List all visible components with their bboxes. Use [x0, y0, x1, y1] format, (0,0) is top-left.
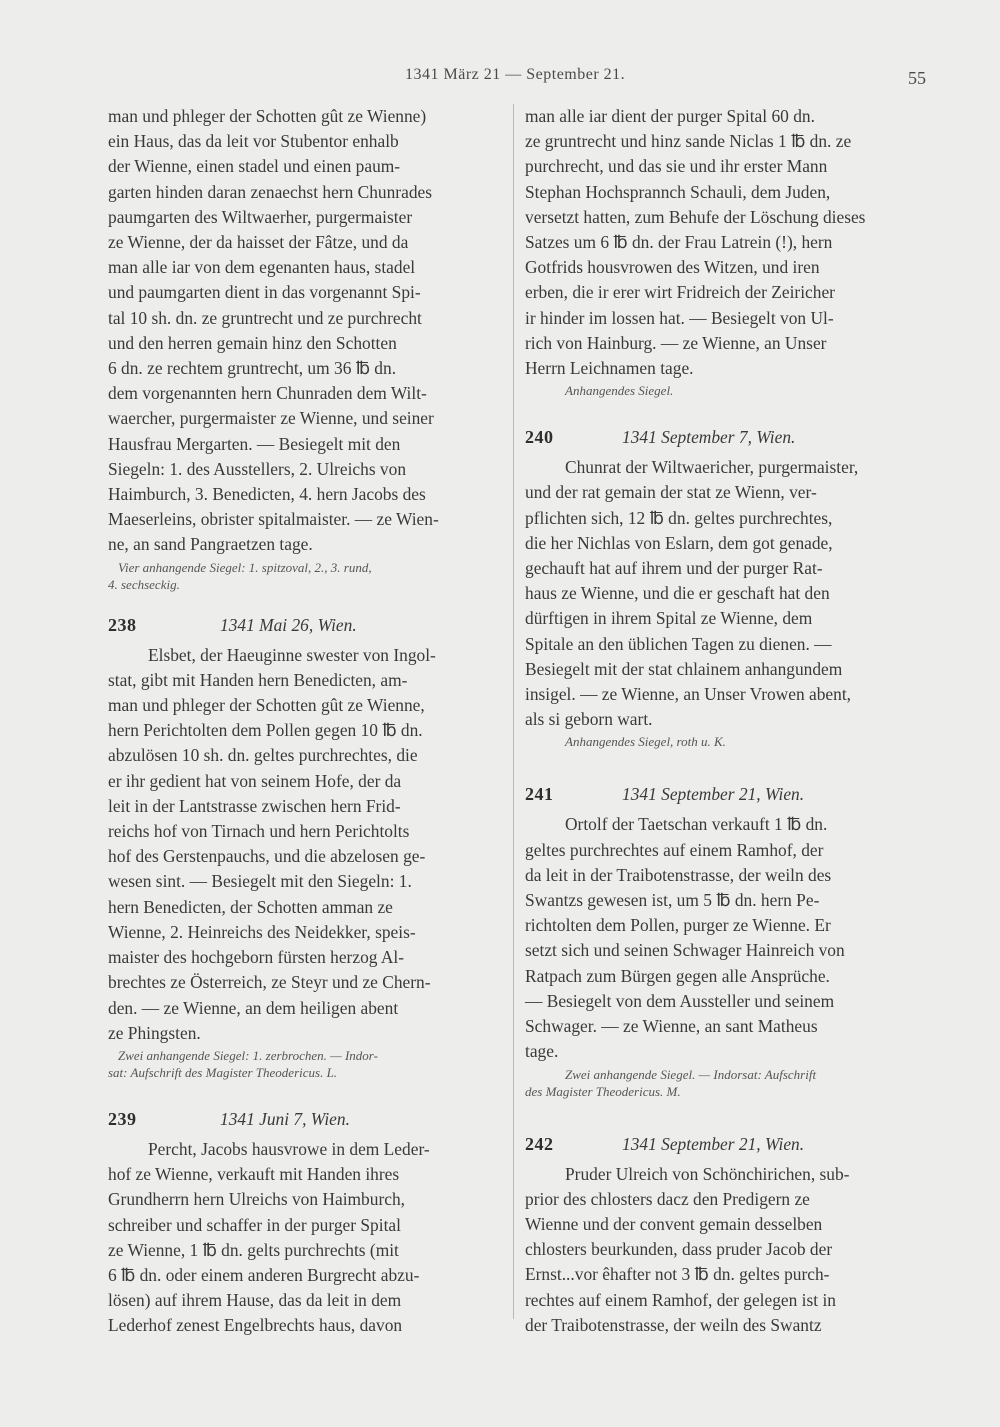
entry-number: 239	[108, 1108, 137, 1129]
text-line: Stephan Hochsprannch Schauli, dem Juden,	[525, 181, 831, 202]
text-line: Maeserleins, obrister spitalmaister. — ze Wien-	[108, 509, 439, 530]
text-line: reichs hof von Tirnach und hern Perichtolts	[108, 821, 410, 842]
text-line: hern Benedicten, der Schotten amman ze	[108, 896, 393, 917]
column-divider	[513, 104, 514, 1319]
entry-238-note	[108, 1047, 506, 1081]
text-line: Zwei anhangende Siegel: 1. zerbrochen. — Indor-	[118, 1047, 378, 1063]
text-line: Percht, Jacobs hausvrowe in dem Leder-	[148, 1138, 430, 1159]
entry-number: 240	[525, 427, 554, 448]
text-line: da leit in der Traibotenstrasse, der weiln des	[525, 864, 832, 885]
text-line: ne, an sand Pangraetzen tage.	[108, 534, 313, 555]
text-line: ze Phingsten.	[108, 1022, 201, 1043]
text-line: abzulösen 10 sh. dn. geltes purchrechtes, die	[108, 745, 418, 766]
running-head	[0, 66, 1000, 90]
text-line: purchrecht, und das sie und ihr erster Mann	[525, 156, 828, 177]
entry-238-text	[108, 643, 506, 1046]
text-line: Swantzs gewesen ist, um 5 ℔ dn. hern Pe-	[525, 890, 820, 911]
text-line: und der rat gemain der stat ze Wienn, ver-	[525, 482, 817, 503]
seal-note	[108, 559, 506, 593]
text-line: Gotfrids housvrowen des Witzen, und iren	[525, 257, 820, 278]
text-line: hof des Gerstenpauchs, und die abzelosen ge-	[108, 846, 426, 867]
text-line: ze Wienne, 1 ℔ dn. gelts purchrechts (mit	[108, 1239, 399, 1260]
text-line: und paumgarten dient in das vorgenannt Spi-	[108, 282, 421, 303]
text-line: dürftigen in ihrem Spital ze Wienne, dem	[525, 608, 813, 629]
text-line: Wienne, 2. Heinreichs des Neidekker, speis-	[108, 921, 416, 942]
entry-date: 1341 Mai 26, Wien.	[220, 614, 357, 635]
text-line: Zwei anhangende Siegel. — Indorsat: Aufschrift	[565, 1066, 817, 1082]
text-line: den. — ze Wienne, an dem heiligen abent	[108, 997, 399, 1018]
text-line: Chunrat der Wiltwaericher, purgermaister,	[565, 457, 859, 478]
text-line: haus ze Wienne, und die er geschaft hat den	[525, 583, 830, 604]
entry-242-header	[525, 1130, 933, 1160]
left-column	[108, 104, 506, 1339]
text-line: Pruder Ulreich von Schönchirichen, sub-	[565, 1163, 850, 1184]
text-line: chlosters beurkunden, dass pruder Jacob der	[525, 1239, 833, 1260]
text-line: lösen) auf ihrem Hause, das da leit in dem	[108, 1290, 402, 1311]
text-line: tage.	[525, 1041, 559, 1062]
text-line: paumgarten des Wiltwaerher, purgermaister	[108, 206, 413, 227]
text-line: Spitale an den üblichen Tagen zu dienen. —	[525, 633, 832, 654]
text-line: stat, gibt mit Handen hern Benedicten, am-	[108, 669, 408, 690]
text-line: man und phleger der Schotten gût ze Wienne,	[108, 695, 425, 716]
text-line: Satzes um 6 ℔ dn. der Frau Latrein (!), hern	[525, 232, 833, 253]
text-line: 6 dn. ze rechtem gruntrecht, um 36 ℔ dn.	[108, 358, 397, 379]
text-line: ir hinder im lossen hat. — Besiegelt von Ul-	[525, 307, 834, 328]
entry-date: 1341 September 7, Wien.	[622, 427, 796, 448]
text-line: schreiber und schaffer in der purger Spital	[108, 1214, 401, 1235]
entry-date: 1341 September 21, Wien.	[622, 1133, 805, 1154]
text-line: und den herren gemain hinz den Schotten	[108, 332, 397, 353]
text-line: als si geborn wart.	[525, 709, 653, 730]
entry-date: 1341 September 21, Wien.	[622, 784, 805, 805]
text-line: der Traibotenstrasse, der weiln des Swantz	[525, 1314, 822, 1335]
text-line: der Wienne, einen stadel und einen paum-	[108, 156, 401, 177]
entry-239-header	[108, 1105, 506, 1135]
text-line: Lederhof zenest Engelbrechts haus, davon	[108, 1315, 403, 1336]
continued-entry-text	[108, 104, 506, 558]
text-line: Vier anhangende Siegel: 1. spitzoval, 2., 3. rund,	[118, 559, 372, 575]
text-line: man alle iar von dem egenanten haus, stadel	[108, 257, 416, 278]
entry-242-text	[525, 1162, 933, 1338]
text-line: prior des chlosters dacz den Predigern ze	[525, 1188, 810, 1209]
text-line: Schwager. — ze Wienne, an sant Matheus	[525, 1016, 818, 1037]
text-line: Ortolf der Taetschan verkauft 1 ℔ dn.	[565, 814, 828, 835]
text-line: versetzt hatten, zum Behufe der Löschung dieses	[525, 206, 866, 227]
text-line: geltes purchrechtes auf einem Ramhof, der	[525, 839, 824, 860]
text-line: Ernst...vor êhafter not 3 ℔ dn. geltes purch-	[525, 1264, 830, 1285]
text-line: rich von Hainburg. — ze Wienne, an Unser	[525, 332, 827, 353]
text-line: man und phleger der Schotten gût ze Wienne)	[108, 106, 427, 126]
text-line: hof ze Wienne, verkauft mit Handen ihres	[108, 1164, 400, 1185]
text-line: leit in der Lantstrasse zwischen hern Frid-	[108, 795, 401, 816]
text-line: ein Haus, das da leit vor Stubentor enhalb	[108, 131, 399, 152]
text-line: die her Nichlas von Eslarn, dem got genade,	[525, 532, 833, 553]
entry-number: 241	[525, 784, 554, 805]
text-line: man alle iar dient der purger Spital 60 dn.	[525, 106, 815, 126]
entry-240-note: Anhangendes Siegel, roth u. K.	[565, 734, 726, 750]
text-line: rechtes auf einem Ramhof, der gelegen ist in	[525, 1289, 836, 1310]
text-line: hern Perichtolten dem Pollen gegen 10 ℔ dn.	[108, 720, 423, 741]
entry-238-header	[108, 611, 506, 641]
text-line: Elsbet, der Haeuginne swester von Ingol-	[148, 644, 436, 665]
text-line: Besiegelt mit der stat chlainem anhangundem	[525, 658, 843, 679]
entry-number: 242	[525, 1133, 554, 1154]
text-line: erben, die ir erer wirt Fridreich der Zeiricher	[525, 282, 835, 303]
text-line: Hausfrau Mergarten. — Besiegelt mit den	[108, 433, 401, 454]
text-line: garten hinden daran zenaechst hern Chunrades	[108, 181, 433, 202]
text-line: insigel. — ze Wienne, an Unser Vrowen abent,	[525, 684, 852, 705]
text-line: pflichten sich, 12 ℔ dn. geltes purchrechtes,	[525, 507, 833, 528]
text-line: wesen sint. — Besiegelt mit den Siegeln: 1.	[108, 871, 412, 892]
entry-number: 238	[108, 614, 137, 635]
entry-240-header	[525, 423, 933, 453]
entry-date: 1341 Juni 7, Wien.	[220, 1108, 350, 1129]
text-line: dem vorgenannten hern Chunraden dem Wilt-	[108, 383, 427, 404]
text-line: waercher, purgermaister ze Wienne, und seiner	[108, 408, 434, 429]
text-line: Ratpach zum Bürgen gegen alle Ansprüche.	[525, 965, 830, 986]
text-line: — Besiegelt von dem Aussteller und seinem	[525, 990, 835, 1011]
text-line: richtolten dem Pollen, purger ze Wienne. Er	[525, 915, 831, 936]
text-line: brechtes ze Österreich, ze Steyr und ze Chern-	[108, 972, 431, 993]
text-line: setzt sich und seinen Schwager Hainreich von	[525, 940, 845, 961]
entry-240-text	[525, 455, 933, 732]
entry-239-text	[108, 1137, 506, 1339]
text-line: Grundherrn hern Ulreichs von Haimburch,	[108, 1189, 405, 1210]
text-line: ze gruntrecht und hinz sande Niclas 1 ℔ dn. ze	[525, 131, 852, 152]
text-line: maister des hochgeborn fürsten herzog Al-	[108, 947, 405, 968]
page-number: 55	[908, 68, 926, 88]
text-line: Wienne und der convent gemain desselben	[525, 1213, 823, 1234]
text-line: gechauft hat auf ihrem und der purger Rat-	[525, 558, 823, 579]
entry-241-text	[525, 812, 933, 1064]
entry-241-note	[525, 1066, 933, 1100]
text-line: Siegeln: 1. des Ausstellers, 2. Ulreichs von	[108, 458, 407, 479]
text-line: sat: Aufschrift des Magister Theodericus. L.	[108, 1064, 338, 1080]
text-line: 4. sechseckig.	[108, 576, 180, 592]
seal-note: Anhangendes Siegel.	[565, 383, 674, 399]
text-line: Herrn Leichnamen tage.	[525, 358, 694, 379]
text-line: ze Wienne, der da haisset der Fâtze, und da	[108, 232, 409, 253]
text-line: des Magister Theodericus. M.	[525, 1083, 681, 1099]
text-line: tal 10 sh. dn. ze gruntrecht und ze purchrecht	[108, 307, 422, 328]
text-line: er ihr gedient hat von seinem Hofe, der da	[108, 770, 402, 791]
continued-entry-text	[525, 104, 933, 381]
running-title: 1341 März 21 — September 21.	[405, 66, 626, 83]
text-line: Haimburch, 3. Benedicten, 4. hern Jacobs des	[108, 484, 426, 505]
text-line: 6 ℔ dn. oder einem anderen Burgrecht abzu-	[108, 1264, 420, 1285]
right-column	[525, 104, 933, 1338]
entry-241-header	[525, 780, 933, 810]
